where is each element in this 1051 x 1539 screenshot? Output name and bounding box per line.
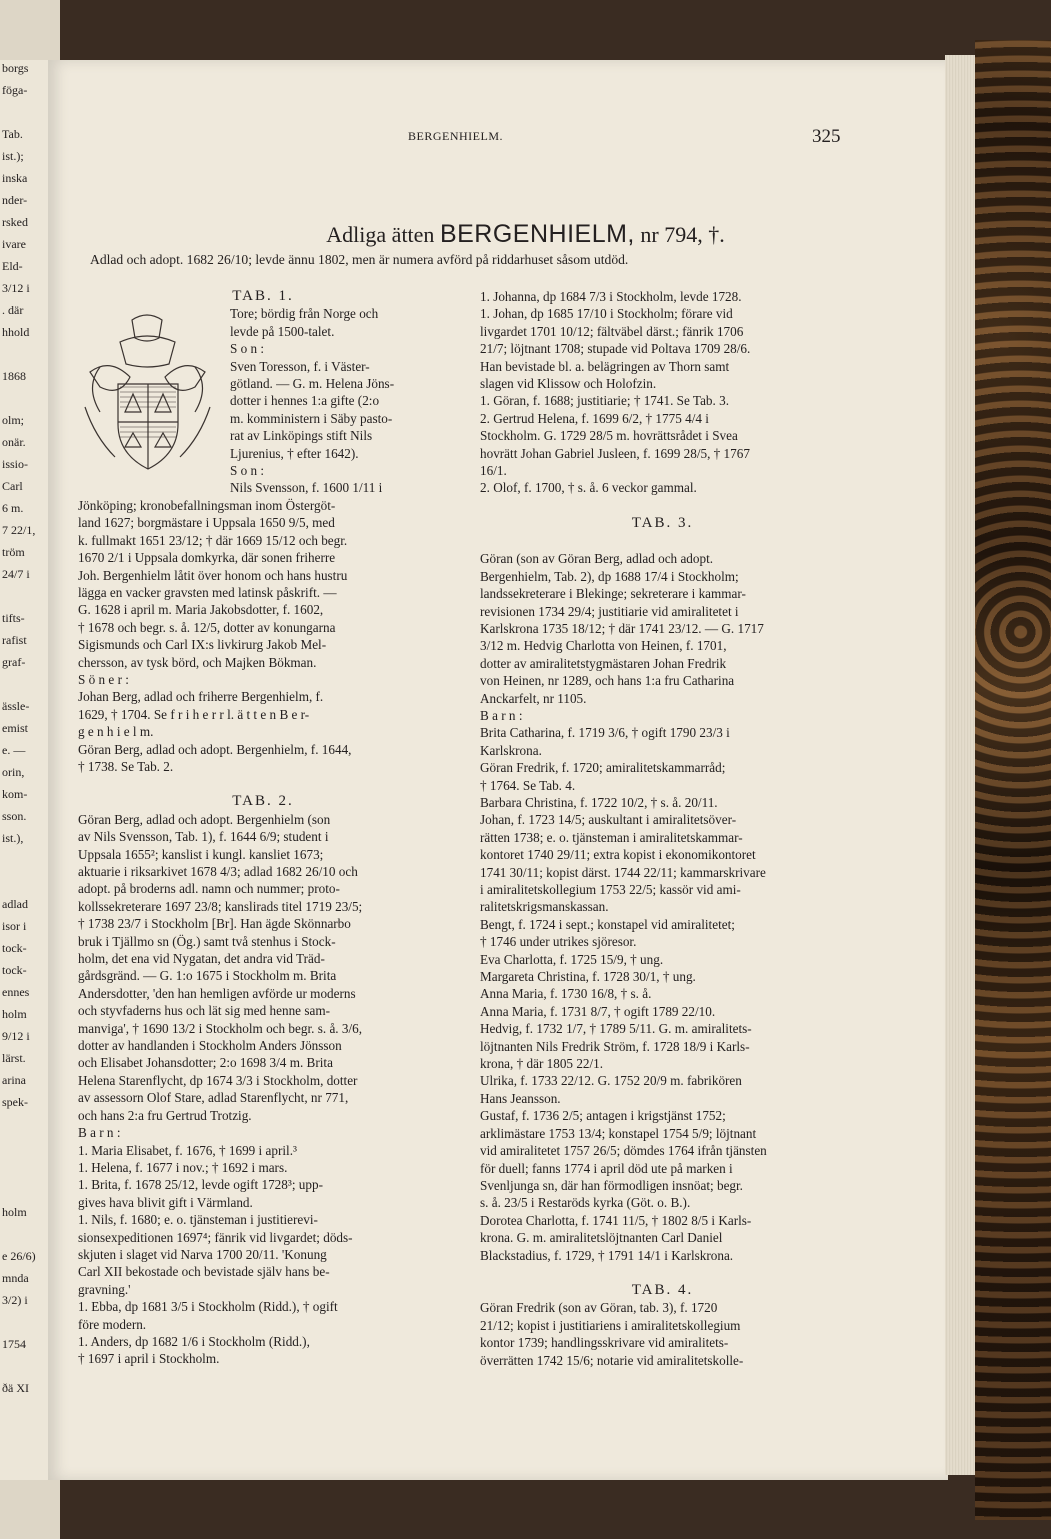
text-line xyxy=(480,1264,845,1282)
text-line: av Nils Svensson, Tab. 1), f. 1644 6/9; student i xyxy=(78,829,329,845)
margin-fragment: e. — xyxy=(2,743,26,757)
text-line: S o n : xyxy=(230,341,265,357)
text-line: 3/12 m. Hedvig Charlotta von Heinen, f. 1701, xyxy=(480,638,727,654)
text-line: Carl XII bekostade och bevistade själv hans be- xyxy=(78,1264,330,1280)
text-line: B a r n : xyxy=(78,1125,121,1141)
margin-fragment: emist xyxy=(2,721,28,735)
text-line: 1. Johanna, dp 1684 7/3 i Stockholm, levde 1728. xyxy=(480,289,742,304)
text-line: sionsexpeditionen 1697⁴; fänrik vid livgardet; döds- xyxy=(78,1229,353,1245)
margin-fragment: 7 22/1, xyxy=(2,523,36,537)
margin-fragment: onär. xyxy=(2,435,26,449)
text-line: m. komministern i Säby pasto- xyxy=(230,410,393,426)
text-line: Johan Berg, adlad och friherre Bergenhielm, f. xyxy=(78,689,324,705)
text-line: Stockholm. G. 1729 28/5 m. hovrättsrådet i Svea xyxy=(480,428,738,444)
margin-fragment: lärst. xyxy=(2,1051,26,1065)
text-line: dotter av amiralitetstygmästaren Johan Fredrik xyxy=(480,655,727,671)
margin-fragment: 24/7 i xyxy=(2,567,30,581)
text-line: arklimästare 1753 13/4; konstapel 1754 5/9; löjtnant xyxy=(480,1125,757,1141)
text-line: Nils Svensson, f. 1600 1/11 i xyxy=(230,480,383,496)
text-line: kontoret 1740 29/11; extra kopist i ekonomikontoret xyxy=(480,847,756,863)
margin-fragment: tock- xyxy=(2,941,27,955)
text-line: levde på 1500-talet. xyxy=(230,323,335,339)
text-line xyxy=(78,775,448,793)
margin-fragment: ist.); xyxy=(2,149,24,163)
text-line: och styvfaderns hus och lät sig med henne sam- xyxy=(78,1003,330,1019)
text-line: Karlskrona 1735 18/12; † där 1741 23/12. — G. 1717 xyxy=(480,620,764,636)
text-line: 2. Gertrud Helena, f. 1699 6/2, † 1775 4/4 i xyxy=(480,410,709,426)
margin-fragment: ennes xyxy=(2,985,30,999)
table-heading: TAB. 3. xyxy=(631,514,694,531)
text-line: krona. G. m. amiralitetslöjtnanten Carl Daniel xyxy=(480,1230,723,1246)
text-line: kontor 1739; handlingsskrivare vid amiralitets- xyxy=(480,1335,729,1351)
text-line: 1670 2/1 i Uppsala domkyrka, där sonen friherre xyxy=(78,550,336,566)
text-line: Bergenhielm, Tab. 2), dp 1688 17/4 i Stockholm; xyxy=(480,568,739,584)
text-line: 21/7; löjtnant 1708; stupade vid Poltava 1709 28/6. xyxy=(480,341,751,357)
margin-fragment: graf- xyxy=(2,655,26,669)
margin-fragment: 3/2) i xyxy=(2,1293,28,1307)
text-line: Andersdotter, 'den han hemligen avförde ur moderns xyxy=(78,985,356,1001)
margin-fragment: issio- xyxy=(2,457,29,471)
text-line: 1. Göran, f. 1688; justitiarie; † 1741. Se Tab. 3. xyxy=(480,393,729,409)
text-line: rätten 1738; e. o. tjänsteman i amiralitetskammar- xyxy=(480,829,743,845)
text-line: Tore; bördig från Norge och xyxy=(230,306,379,322)
text-line: kollssekreterare 1697 23/8; kanslirads titel 1719 23/5; xyxy=(78,898,363,914)
margin-fragment: adlad xyxy=(2,897,28,911)
margin-fragment: hhold xyxy=(2,325,30,339)
text-line: götland. — G. m. Helena Jöns- xyxy=(230,376,395,392)
text-line: av assessorn Olof Stare, adlad Starenflycht, nr 771, xyxy=(78,1090,349,1106)
margin-fragment: arina xyxy=(2,1073,26,1087)
text-line: Hedvig, f. 1732 1/7, † 1789 5/11. G. m. amiralitets- xyxy=(480,1021,752,1037)
text-line: † 1678 och begr. s. å. 12/5, dotter av konungarna xyxy=(78,619,336,635)
text-line: slagen vid Klissow och Holofzin. xyxy=(480,376,657,392)
text-line: dotter i hennes 1:a gifte (2:o xyxy=(230,393,380,409)
margin-fragment: ist.), xyxy=(2,831,24,845)
text-line: Ljurenius, † efter 1642). xyxy=(230,445,359,461)
text-line: landssekreterare i Blekinge; sekreterare i kammar- xyxy=(480,586,746,602)
text-line: S o n : xyxy=(230,463,265,479)
page-number: 325 xyxy=(812,126,841,147)
text-line: vid amiralitetet 1757 26/5; dömdes 1764 ifrån tjänsten xyxy=(480,1143,767,1159)
table-heading: TAB. 1. xyxy=(232,288,294,304)
margin-fragment: ässle- xyxy=(2,699,30,713)
facing-page-fragment xyxy=(0,60,50,1480)
title-prefix: Adliga ätten xyxy=(326,222,435,247)
text-line: Helena Starenflycht, dp 1674 3/3 i Stockholm, dotter xyxy=(78,1072,358,1088)
text-line: Uppsala 1655²; kanslist i kungl. kansliet 1673; xyxy=(78,846,324,862)
margin-fragment: e 26/6) xyxy=(2,1249,36,1263)
margin-fragment: isor i xyxy=(2,919,27,933)
text-line: † 1764. Se Tab. 4. xyxy=(480,777,576,793)
text-line: † 1746 under utrikes sjöresor. xyxy=(480,934,637,950)
text-line: och hans 2:a fru Gertrud Trotzig. xyxy=(78,1107,252,1123)
text-line: Jönköping; kronobefallningsman inom Östergöt- xyxy=(78,497,336,513)
text-line: Anna Maria, f. 1731 8/7, † ogift 1789 22/10. xyxy=(480,1003,716,1019)
text-line: Margareta Christina, f. 1728 30/1, † ung. xyxy=(480,969,696,985)
text-line: Anckarfelt, nr 1105. xyxy=(480,690,587,706)
text-line: gravning.' xyxy=(78,1281,131,1297)
table-heading: TAB. 2. xyxy=(232,793,294,810)
margin-fragment: ivare xyxy=(2,237,26,251)
text-line: 1. Anders, dp 1682 1/6 i Stockholm (Ridd.), xyxy=(78,1333,310,1349)
table-heading: TAB. 4. xyxy=(631,1281,694,1298)
text-line: Hans Jeansson. xyxy=(480,1090,561,1106)
margin-fragment: holm xyxy=(2,1205,27,1219)
text-line: 2. Olof, f. 1700, † s. å. 6 veckor gammal. xyxy=(480,480,697,496)
text-line: före modern. xyxy=(78,1316,147,1332)
text-line: Göran (son av Göran Berg, adlad och adopt. xyxy=(480,551,714,567)
text-line: och Elisabet Johansdotter; 2:o 1698 3/4 m. Brita xyxy=(78,1055,333,1071)
text-line: adopt. på broderns adl. namn och nummer; proto- xyxy=(78,881,340,897)
text-line: överrätten 1742 15/6; notarie vid amiralitetskolle- xyxy=(480,1352,744,1368)
text-line: Bengt, f. 1724 i sept.; konstapel vid amiralitetet; xyxy=(480,916,735,932)
text-line: Karlskrona. xyxy=(480,742,542,758)
text-line: Svenljunga sn, där han förmodligen insnöat; begr. xyxy=(480,1177,743,1193)
text-line: Anna Maria, f. 1730 16/8, † s. å. xyxy=(480,986,652,1002)
text-line: 1. Johan, dp 1685 17/10 i Stockholm; förare vid xyxy=(480,306,733,322)
text-line: Blackstadius, f. 1729, † 1791 14/1 i Karlskrona. xyxy=(480,1247,734,1263)
margin-fragment: olm; xyxy=(2,413,25,427)
margin-fragment: kom- xyxy=(2,787,28,801)
text-line: Dorotea Charlotta, f. 1741 11/5, † 1802 8/5 i Karls- xyxy=(480,1212,752,1228)
text-line: i amiralitetskollegium 1753 22/5; kassör vid ami- xyxy=(480,882,741,897)
text-line: manviga', † 1690 13/2 i Stockholm och begr. s. å. 3/6, xyxy=(78,1020,363,1036)
margin-fragment: rafist xyxy=(2,633,27,647)
text-line: 1629, † 1704. Se f r i h e r r l. ä t t e n B e r- xyxy=(78,706,310,722)
title-suffix: nr 794, †. xyxy=(640,222,725,247)
marbled-edge xyxy=(975,40,1051,1520)
margin-fragment: föga- xyxy=(2,83,28,97)
text-line: hovrätt Johan Gabriel Jusleen, f. 1699 28/5, † 1767 xyxy=(480,445,750,461)
subtitle: Adlad och adopt. 1682 26/10; levde ännu 1802, men är numera avförd på riddarhuset såsom utdöd. xyxy=(90,252,629,267)
margin-fragment: rsked xyxy=(2,215,28,229)
text-line: 1. Ebba, dp 1681 3/5 i Stockholm (Ridd.), † ogift xyxy=(78,1299,338,1315)
margin-fragment: . där xyxy=(2,303,24,317)
text-line: Barbara Christina, f. 1722 10/2, † s. å. 20/11. xyxy=(480,794,718,810)
margin-fragment: orin, xyxy=(2,765,25,779)
text-line: för duell; fanns 1774 i april död ute på marken i xyxy=(480,1160,733,1176)
text-line: Ulrika, f. 1733 22/12. G. 1752 20/9 m. fabrikören xyxy=(480,1073,742,1089)
text-line: skjuten i slaget vid Narva 1700 20/11. 'Konung xyxy=(78,1246,327,1262)
margin-fragment: sson. xyxy=(2,809,27,823)
text-line: Brita Catharina, f. 1719 3/6, † ogift 1790 23/3 i xyxy=(480,725,730,741)
margin-fragment: tock- xyxy=(2,963,27,977)
margin-fragment: 1754 xyxy=(2,1337,26,1351)
margin-fragment: Eld- xyxy=(2,259,23,273)
text-line: † 1738 23/7 i Stockholm [Br]. Han ägde Skönnarbo xyxy=(78,916,351,932)
text-line: löjtnanten Nils Fredrik Ström, f. 1728 18/9 i Karls- xyxy=(480,1038,750,1054)
left-text-column xyxy=(78,288,448,1368)
text-line: von Heinen, nr 1289, och hans 1:a fru Catharina xyxy=(480,673,735,689)
text-line: Göran Berg, adlad och adopt. Bergenhielm (son xyxy=(78,811,331,827)
page-title xyxy=(0,220,1051,249)
text-line: chersson, av tysk börd, och Majken Bökman. xyxy=(78,654,317,670)
text-line: Sigismunds och Carl IX:s livkirurg Jakob Mel- xyxy=(78,637,327,653)
title-name: BERGENHIELM, xyxy=(439,220,635,248)
text-line: g e n h i e l m. xyxy=(78,724,154,740)
text-line: S ö n e r : xyxy=(78,671,129,687)
text-line xyxy=(480,497,845,515)
running-header: BERGENHIELM. xyxy=(408,129,503,143)
text-line: Göran Berg, adlad och adopt. Bergenhielm, f. 1644, xyxy=(78,741,352,757)
text-line: revisionen 1734 29/4; justitiarie vid amiralitetet i xyxy=(480,603,739,619)
text-line: gives hava blivit gift i Värmland. xyxy=(78,1194,253,1210)
text-line: 1. Brita, f. 1678 25/12, levde ogift 1728³; upp- xyxy=(78,1177,323,1193)
text-line: Sven Toresson, f. i Väster- xyxy=(230,358,370,374)
margin-fragment: 1868 xyxy=(2,369,26,383)
text-line: 16/1. xyxy=(480,463,507,479)
margin-fragment: nder- xyxy=(2,193,28,207)
margin-fragment: Tab. xyxy=(2,127,23,141)
text-line: Johan, f. 1723 14/5; auskultant i amiralitetsöver- xyxy=(480,812,737,828)
text-line: bruk i Tjällmo sn (Ög.) samt två stenhus i Stock- xyxy=(78,933,336,949)
text-line: 1. Nils, f. 1680; e. o. tjänsteman i justitierevi- xyxy=(78,1212,318,1228)
text-line: livgardet 1701 10/12; fältväbel därst.; fänrik 1706 xyxy=(480,323,744,339)
text-line: B a r n : xyxy=(480,707,523,723)
text-line: 1. Maria Elisabet, f. 1676, † 1699 i april.³ xyxy=(78,1142,297,1158)
text-line: dotter av handlanden i Stockholm Anders Jönsson xyxy=(78,1038,342,1054)
margin-fragment: borgs xyxy=(2,61,29,75)
text-line: ralitetskrigsmanskassan. xyxy=(480,899,609,915)
text-line: land 1627; borgmästare i Uppsala 1650 9/5, med xyxy=(78,515,335,531)
text-line: lägga en vacker gravsten med latinsk påskrift. — xyxy=(78,584,337,600)
text-line: 21/12; kopist i justitiariens i amiralitetskollegium xyxy=(480,1317,741,1333)
text-line: 1741 30/11; kopist därst. 1744 22/11; kammarskrivare xyxy=(480,864,766,880)
text-line: s. å. 23/5 i Restaröds kyrka (Göt. o. B.). xyxy=(480,1195,691,1211)
text-line: Göran Fredrik (son av Göran, tab. 3), f. 1720 xyxy=(480,1300,718,1316)
margin-fragment: mnda xyxy=(2,1271,29,1285)
text-line: krona, † där 1805 22/1. xyxy=(480,1056,604,1072)
margin-fragment: spek- xyxy=(2,1095,28,1109)
page-edges xyxy=(945,55,975,1475)
text-line: Gustaf, f. 1736 2/5; antagen i krigstjänst 1752; xyxy=(480,1108,726,1124)
text-line: Eva Charlotta, f. 1725 15/9, † ung. xyxy=(480,951,664,967)
margin-fragment: tifts- xyxy=(2,611,25,625)
right-text-column xyxy=(480,288,845,1369)
margin-fragment: holm xyxy=(2,1007,27,1021)
margin-fragment: inska xyxy=(2,171,28,185)
text-line: gårdsgränd. — G. 1:o 1675 i Stockholm m. Brita xyxy=(78,968,337,984)
margin-fragment: ðä XI xyxy=(2,1381,29,1395)
text-line: aktuarie i riksarkivet 1678 4/3; adlad 1682 26/10 och xyxy=(78,864,358,879)
margin-fragment: 6 m. xyxy=(2,501,24,515)
text-line: holm, det ena vid Nygatan, det andra vid Träd- xyxy=(78,951,325,967)
text-line: Göran Fredrik, f. 1720; amiralitetskammarråd; xyxy=(480,760,726,776)
text-line: † 1697 i april i Stockholm. xyxy=(78,1351,220,1367)
text-line: G. 1628 i april m. Maria Jakobsdotter, f. 1602, xyxy=(78,602,324,618)
text-line: Han bevistade bl. a. belägringen av Thorn samt xyxy=(480,358,730,374)
text-line: 1. Helena, f. 1677 i nov.; † 1692 i mars. xyxy=(78,1159,288,1175)
text-line: † 1738. Se Tab. 2. xyxy=(78,758,174,774)
margin-fragment: tröm xyxy=(2,545,25,559)
margin-fragment: 9/12 i xyxy=(2,1029,30,1043)
text-line: rat av Linköpings stift Nils xyxy=(230,428,373,444)
margin-fragment: 3/12 i xyxy=(2,281,30,295)
text-line xyxy=(480,532,845,550)
margin-fragment: Carl xyxy=(2,479,23,493)
text-line: Joh. Bergenhielm låtit över honom och hans hustru xyxy=(78,567,348,583)
text-line: k. fullmakt 1651 23/12; † där 1669 15/12 och begr. xyxy=(78,532,348,548)
